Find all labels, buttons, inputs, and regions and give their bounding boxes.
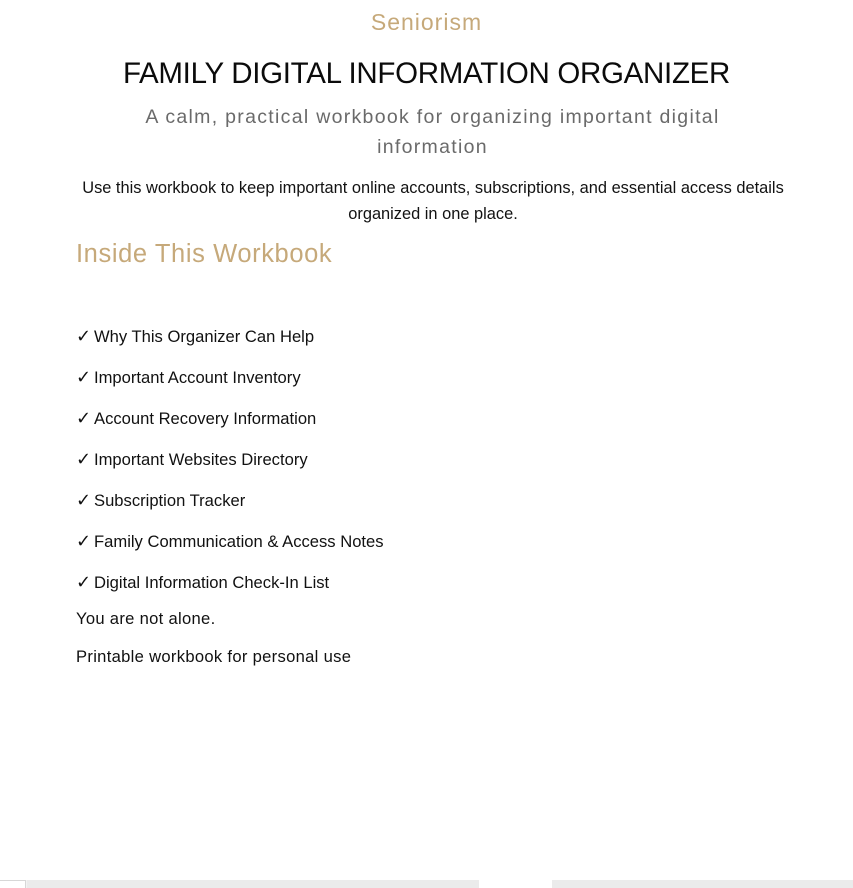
- list-item-label: Subscription Tracker: [94, 491, 246, 510]
- list-item: [76, 322, 384, 363]
- intro-paragraph: Use this workbook to keep important online accounts, subscriptions, and essential access details organized in one place.: [82, 179, 784, 223]
- list-item-label: Family Communication & Access Notes: [94, 532, 384, 551]
- brand-name: Seniorism: [370, 9, 483, 35]
- list-item: [76, 363, 384, 404]
- closing-note: You are not alone.: [76, 609, 216, 628]
- scrollbar-thumb[interactable]: [479, 880, 552, 888]
- list-item: [76, 568, 384, 609]
- list-item-label: Why This Organizer Can Help: [94, 327, 315, 346]
- contents-list: [76, 322, 384, 609]
- list-item: [76, 404, 384, 445]
- checkmark-icon: ✓: [76, 572, 92, 592]
- list-item-label: Account Recovery Information: [94, 409, 317, 428]
- scrollbar-corner: [0, 880, 26, 888]
- section-heading: Inside This Workbook: [76, 240, 333, 268]
- list-item-label: Important Websites Directory: [94, 450, 308, 469]
- checkmark-icon: ✓: [76, 449, 92, 469]
- scrollbar-track[interactable]: [552, 880, 853, 888]
- checkmark-icon: ✓: [76, 408, 92, 428]
- page-subtitle: A calm, practical workbook for organizing important digital information: [145, 106, 720, 158]
- list-item: [76, 486, 384, 527]
- list-item: [76, 527, 384, 568]
- checkmark-icon: ✓: [76, 490, 92, 510]
- checkmark-icon: ✓: [76, 531, 92, 551]
- footer-note: Printable workbook for personal use: [76, 647, 352, 666]
- checkmark-icon: ✓: [76, 326, 92, 346]
- list-item-label: Important Account Inventory: [94, 368, 301, 387]
- horizontal-scrollbar[interactable]: [0, 880, 853, 888]
- page-title: FAMILY DIGITAL INFORMATION ORGANIZER: [122, 57, 731, 90]
- list-item: [76, 445, 384, 486]
- checkmark-icon: ✓: [76, 367, 92, 387]
- list-item-label: Digital Information Check-In List: [94, 573, 330, 592]
- scrollbar-track[interactable]: [27, 880, 479, 888]
